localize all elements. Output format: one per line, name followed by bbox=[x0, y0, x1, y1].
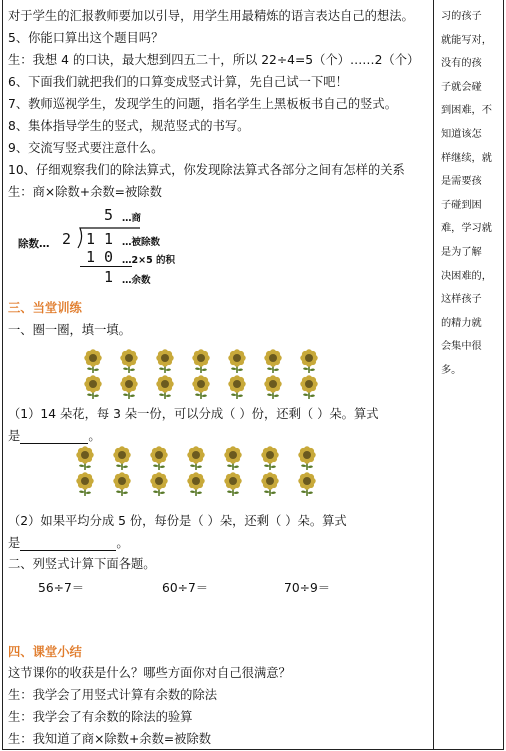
problem-1-blank[interactable] bbox=[20, 431, 88, 444]
quotient-note: …商 bbox=[122, 213, 142, 224]
task-1: 一、圈一圈，填一填。 bbox=[8, 323, 131, 337]
flower-icon bbox=[262, 375, 284, 399]
remainder-note: …余数 bbox=[122, 275, 151, 286]
flower-icon bbox=[296, 472, 318, 496]
side-note-line: 没有的孩 bbox=[441, 58, 482, 70]
section-4-heading: 四、课堂小结 bbox=[8, 645, 82, 659]
answer-5: 生：我想 4 的口诀，最大想到四五二十，所以 22÷4=5（个）……2（个） bbox=[8, 53, 420, 67]
flower-icon bbox=[111, 446, 133, 470]
flower-icon bbox=[259, 446, 281, 470]
flower-icon bbox=[222, 472, 244, 496]
flower-icon bbox=[154, 375, 176, 399]
remainder: 1 bbox=[104, 268, 114, 286]
problem-2-blank[interactable] bbox=[20, 538, 116, 551]
column-divider bbox=[433, 0, 434, 749]
flower-icon bbox=[118, 375, 140, 399]
side-note-line: 是为了解 bbox=[441, 247, 482, 258]
calc-3: 70÷9＝ bbox=[284, 581, 331, 595]
summary-answer-2: 生：我学会了有余数的除法的验算 bbox=[8, 710, 193, 724]
problem-2: （2）如果平均分成 5 份，每份是（ ）朵，还剩（ ）朵。算式 bbox=[8, 514, 347, 528]
flower-icon bbox=[222, 446, 244, 470]
flower-icon bbox=[74, 472, 96, 496]
side-note-line: 到困难，不 bbox=[441, 105, 492, 117]
side-note-line: 决困难的， bbox=[441, 270, 492, 282]
flower-icon bbox=[298, 375, 320, 399]
side-note-line: 就能写对， bbox=[441, 34, 492, 46]
summary-answer-1: 生：我学会了用竖式计算有余数的除法 bbox=[8, 688, 218, 702]
side-note-line: 知道该怎 bbox=[441, 129, 482, 140]
flower-icon bbox=[118, 349, 140, 373]
dividend-note: …被除数 bbox=[122, 237, 161, 248]
side-note-line: 多。 bbox=[441, 365, 462, 376]
intro-line: 对于学生的汇报教师要加以引导，用学生用最精炼的语言表达自己的想法。 bbox=[8, 9, 414, 23]
flower-icon bbox=[185, 472, 207, 496]
flower-icon bbox=[259, 472, 281, 496]
flower-icon bbox=[262, 349, 284, 373]
flower-icon bbox=[226, 375, 248, 399]
divisor-label: 除数… bbox=[18, 238, 50, 250]
flower-icon bbox=[154, 349, 176, 373]
problem-2-tail: 是 bbox=[8, 536, 21, 550]
side-note-line: 这样孩子 bbox=[441, 294, 482, 306]
answer-10: 生：商×除数+余数=被除数 bbox=[8, 185, 162, 199]
divisor: 2 bbox=[62, 230, 72, 248]
flower-icon bbox=[185, 446, 207, 470]
summary-question: 这节课你的收获是什么？哪些方面你对自己很满意？ bbox=[8, 666, 291, 680]
question-5: 5、你能口算出这个题目吗？ bbox=[8, 31, 164, 45]
subtraction-line bbox=[80, 266, 132, 267]
dividend: 1 1 bbox=[86, 230, 114, 248]
side-note-line: 子就会碰 bbox=[441, 81, 482, 93]
flower-icon bbox=[74, 446, 96, 470]
side-note-line: 是需要孩 bbox=[441, 176, 482, 188]
long-division-diagram bbox=[18, 206, 218, 292]
flower-group-2 bbox=[74, 446, 394, 496]
flower-icon bbox=[111, 472, 133, 496]
quotient: 5 bbox=[104, 206, 114, 224]
flower-icon bbox=[190, 349, 212, 373]
flower-icon bbox=[82, 349, 104, 373]
calc-2: 60÷7＝ bbox=[162, 581, 209, 595]
side-note-line: 子碰到困 bbox=[441, 199, 482, 211]
section-3-heading: 三、当堂训练 bbox=[8, 301, 82, 315]
flower-icon bbox=[82, 375, 104, 399]
side-note-line: 难，学习就 bbox=[441, 223, 492, 235]
flower-group-1 bbox=[82, 349, 382, 399]
side-note-line: 会集中很 bbox=[441, 341, 482, 353]
flower-icon bbox=[148, 472, 170, 496]
step-8: 8、集体指导学生的竖式，规范竖式的书写。 bbox=[8, 119, 250, 133]
step-7: 7、教师巡视学生，发现学生的问题，指名学生上黑板板书自己的竖式。 bbox=[8, 97, 398, 111]
problem-1: （1）14 朵花，每 3 朵一份，可以分成（ ）份，还剩（ ）朵。算式 bbox=[8, 407, 379, 421]
step-10: 10、仔细观察我们的除法算式，你发现除法算式各部分之间有怎样的关系 bbox=[8, 163, 405, 177]
flower-icon bbox=[296, 446, 318, 470]
calc-1: 56÷7＝ bbox=[38, 581, 85, 595]
flower-icon bbox=[148, 446, 170, 470]
summary-answer-3: 生：我知道了商×除数+余数=被除数 bbox=[8, 732, 212, 746]
problem-1-answer-line: 是 。 bbox=[8, 429, 101, 443]
step-6: 6、下面我们就把我们的口算变成竖式计算，先自己试一下吧！ bbox=[8, 75, 348, 89]
side-note-line: 样继续，就 bbox=[441, 152, 492, 164]
problem-1-tail: 是 bbox=[8, 429, 21, 443]
side-note-line: 习的孩子 bbox=[441, 11, 482, 22]
flower-icon bbox=[298, 349, 320, 373]
side-note-line: 的精力就 bbox=[441, 317, 482, 329]
flower-icon bbox=[190, 375, 212, 399]
flower-icon bbox=[226, 349, 248, 373]
problem-2-answer-line: 是 。 bbox=[8, 536, 129, 550]
step-9: 9、交流写竖式要注意什么。 bbox=[8, 141, 164, 155]
product-note: …2×5 的积 bbox=[122, 255, 175, 266]
product: 1 0 bbox=[86, 248, 114, 266]
task-2: 二、列竖式计算下面各题。 bbox=[8, 557, 156, 571]
